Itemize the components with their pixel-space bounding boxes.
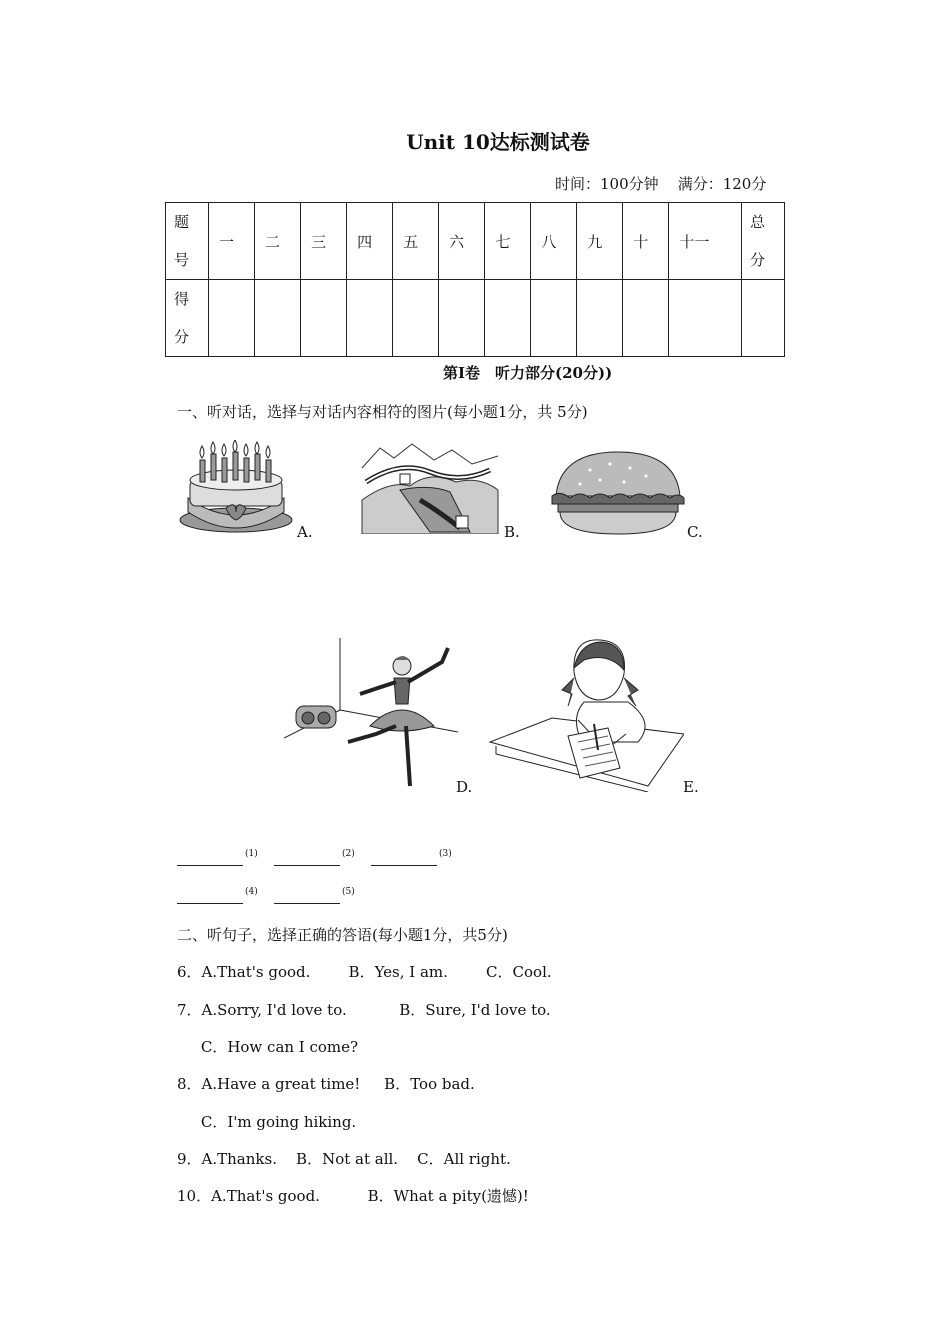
score-table-score-row bbox=[166, 280, 785, 357]
score-cell[interactable] bbox=[531, 280, 577, 357]
picture-d-letter: D. bbox=[456, 778, 473, 796]
col-header: 五 bbox=[393, 203, 439, 280]
score-cell[interactable] bbox=[577, 280, 623, 357]
ballet-dancer-icon bbox=[284, 638, 460, 790]
answer-blank-2[interactable]: (2) bbox=[274, 848, 355, 866]
score-cell[interactable] bbox=[209, 280, 255, 357]
col-header: 四 bbox=[347, 203, 393, 280]
question-line: 7．A.Sorry, I'd love to. B．Sure, I'd love to. bbox=[177, 1001, 551, 1019]
answer-blank-4[interactable]: (4) bbox=[177, 886, 258, 904]
picture-b-letter: B. bbox=[504, 523, 520, 541]
score-table bbox=[165, 202, 785, 357]
score-cell[interactable] bbox=[669, 280, 742, 357]
part-heading: 第Ⅰ卷 听力部分(20分)) bbox=[443, 364, 613, 382]
score-cell[interactable] bbox=[301, 280, 347, 357]
section2-heading: 二、听句子，选择正确的答语(每小题1分，共5分) bbox=[177, 926, 508, 944]
col-header: 九 bbox=[577, 203, 623, 280]
col-header: 十 bbox=[623, 203, 669, 280]
birthday-cake-icon bbox=[178, 440, 296, 536]
col-header: 三 bbox=[301, 203, 347, 280]
col-header: 六 bbox=[439, 203, 485, 280]
col-header: 一 bbox=[209, 203, 255, 280]
col-header: 二 bbox=[255, 203, 301, 280]
score-table-header-row bbox=[166, 203, 785, 280]
picture-e-letter: E. bbox=[683, 778, 699, 796]
score-cell[interactable] bbox=[393, 280, 439, 357]
section1-heading: 一、听对话，选择与对话内容相符的图片(每小题1分，共 5分) bbox=[177, 403, 588, 421]
question-line: 6．A.That's good. B．Yes, I am. C．Cool. bbox=[177, 963, 552, 981]
score-cell[interactable] bbox=[485, 280, 531, 357]
col-header: 七 bbox=[485, 203, 531, 280]
question-line: 8．A.Have a great time! B．Too bad. bbox=[177, 1075, 475, 1093]
col-header: 八 bbox=[531, 203, 577, 280]
score-cell[interactable] bbox=[623, 280, 669, 357]
question-line: 9．A.Thanks. B．Not at all. C．All right. bbox=[177, 1150, 511, 1168]
col-header-total: 总 分 bbox=[742, 203, 785, 280]
score-cell[interactable] bbox=[742, 280, 785, 357]
picture-c-letter: C. bbox=[687, 523, 703, 541]
exam-meta: 时间：100分钟 满分：120分 bbox=[555, 175, 767, 193]
question-line: C．I'm going hiking. bbox=[177, 1113, 357, 1131]
question-line: C．How can I come? bbox=[177, 1038, 359, 1056]
score-cell[interactable] bbox=[255, 280, 301, 357]
col-header: 十一 bbox=[669, 203, 742, 280]
answer-blank-1[interactable]: (1) bbox=[177, 848, 258, 866]
great-wall-icon bbox=[360, 440, 500, 534]
question-line: 10．A.That's good. B．What a pity(遗憾)! bbox=[177, 1187, 529, 1205]
hamburger-icon bbox=[550, 450, 686, 536]
picture-a-letter: A. bbox=[297, 523, 313, 541]
row-label-question: 题 号 bbox=[166, 203, 209, 280]
answer-blank-3[interactable]: (3) bbox=[371, 848, 452, 866]
row-label-score: 得 分 bbox=[166, 280, 209, 357]
score-cell[interactable] bbox=[439, 280, 485, 357]
page-title: Unit 10达标测试卷 bbox=[406, 130, 590, 154]
girl-writing-icon bbox=[488, 638, 684, 792]
answer-blank-5[interactable]: (5) bbox=[274, 886, 355, 904]
score-cell[interactable] bbox=[347, 280, 393, 357]
